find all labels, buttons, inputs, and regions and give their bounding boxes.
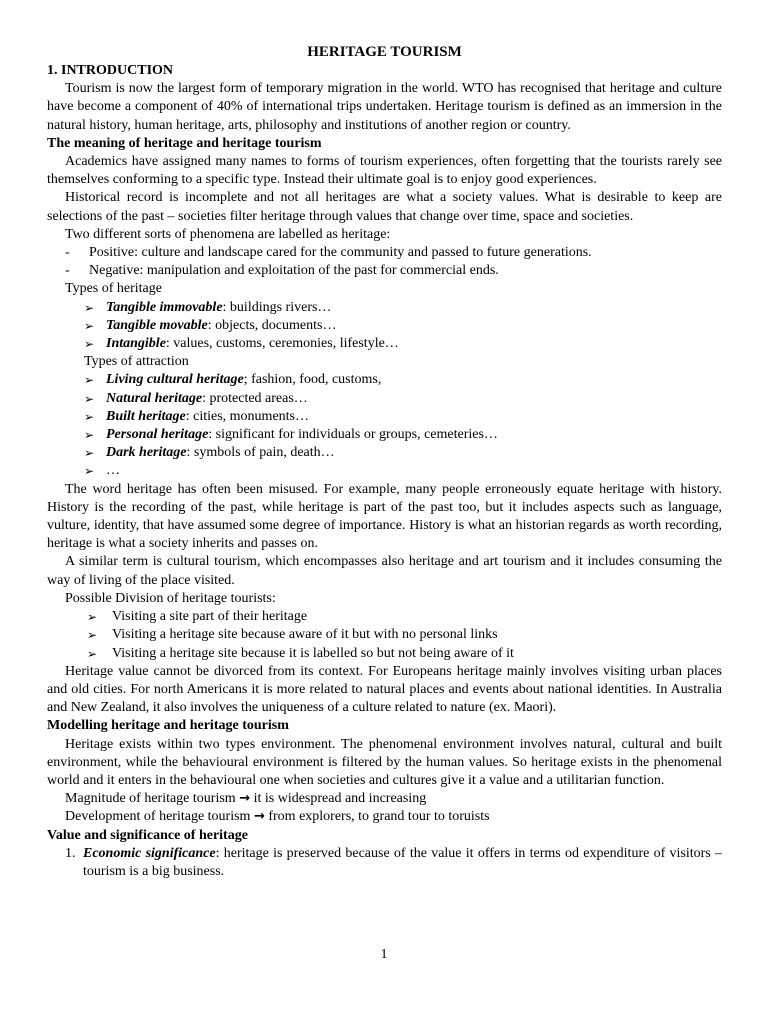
list-number: 1. xyxy=(65,845,76,861)
dash-marker: - xyxy=(65,263,70,279)
right-arrow-icon: → xyxy=(253,809,265,825)
paragraph-intro: Tourism is now the largest form of temporary migration in the world. WTO has recognised that heritage and culture have become a component of 40% of international trips undertaken. Heritage tourism is defined as an immersion in the natural history, human heritage, arts, philosophy and institutions of another region or country. xyxy=(47,81,722,133)
paragraph-word-heritage: The word heritage has often been misused. For example, many people erroneously equate heritage with history. History is the recording of the past, while heritage is part of the past too, but it includes aspects such as language, vulture, identity, that have assumed some degree of importance. History is what an historian regards as worth recording, heritage is what a society inherits and passes on. xyxy=(47,481,722,552)
subheading-value-significance: Value and significance of heritage xyxy=(47,827,248,843)
arrow-bullet-icon: ➢ xyxy=(84,337,95,352)
list-item-tourist-division: ➢ Visiting a site part of their heritage xyxy=(47,608,722,626)
arrow-bullet-icon: ➢ xyxy=(87,610,98,625)
paragraph-environments: Heritage exists within two types environment. The phenomenal environment involves natural, cultural and built environment, while the behavioural environment is filtered by the human values. So heritage exists in the phenomenal world and it enters in the behavioural one when societies and cultures give it a value and a utilitarian function. xyxy=(47,736,722,788)
line-magnitude: Magnitude of heritage tourism → it is widespread and increasing xyxy=(65,791,427,807)
list-item-attraction-type: ➢ Living cultural heritage; fashion, food, customs, xyxy=(47,371,722,389)
right-arrow-icon: → xyxy=(239,791,251,807)
paragraph-two-sorts: Two different sorts of phenomena are labelled as heritage: xyxy=(65,226,391,242)
paragraph-division-label: Possible Division of heritage tourists: xyxy=(65,590,276,606)
arrow-bullet-icon: ➢ xyxy=(84,300,95,315)
subheading-meaning: The meaning of heritage and heritage tourism xyxy=(47,135,322,151)
arrow-bullet-icon: ➢ xyxy=(87,646,98,661)
list-item-heritage-type: ➢ Tangible movable: objects, documents… xyxy=(47,317,722,335)
arrow-bullet-icon: ➢ xyxy=(84,318,95,333)
numbered-item-economic: 1. Economic significance: heritage is preserved because of the value it offers in terms od expenditure of visitors – tourism is a big business. xyxy=(47,845,722,881)
list-item-tourist-division: ➢ Visiting a heritage site because it is labelled so but not being aware of it xyxy=(47,645,722,663)
page-title: HERITAGE TOURISM xyxy=(307,44,462,60)
arrow-bullet-icon: ➢ xyxy=(84,428,95,443)
arrow-bullet-icon: ➢ xyxy=(87,628,98,643)
list-item-tourist-division: ➢ Visiting a heritage site because aware of it but with no personal links xyxy=(47,626,722,644)
paragraph-heritage-value: Heritage value cannot be divorced from its context. For Europeans heritage mainly involves visiting urban places and old cities. For north Americans it is more related to natural places and events about national identities. In Australia and New Zealand, it also involves the uniqueness of a culture related to nature (ex. Maori). xyxy=(47,663,722,716)
dash-item-negative: - Negative: manipulation and exploitation of the past for commercial ends. xyxy=(47,262,722,280)
list-item-attraction-type: ➢ … xyxy=(47,462,722,480)
section-heading-introduction: 1. INTRODUCTION xyxy=(47,63,174,78)
arrow-bullet-icon: ➢ xyxy=(84,391,95,406)
list-item-attraction-type: ➢ Natural heritage: protected areas… xyxy=(47,390,722,408)
arrow-bullet-icon: ➢ xyxy=(84,409,95,424)
dash-marker: - xyxy=(65,245,70,261)
list-item-heritage-type: ➢ Intangible: values, customs, ceremonies, lifestyle… xyxy=(47,335,722,353)
types-of-attraction-label: Types of attraction xyxy=(84,354,189,370)
paragraph-academics: Academics have assigned many names to forms of tourism experiences, often forgetting that the tourists rarely see themselves conforming to a specific type. Instead their ultimate goal is to enjoy good experiences. xyxy=(47,154,722,188)
page-number: 1 xyxy=(380,947,388,962)
list-item-attraction-type: ➢ Built heritage: cities, monuments… xyxy=(47,408,722,426)
arrow-bullet-icon: ➢ xyxy=(84,446,95,461)
arrow-bullet-icon: ➢ xyxy=(84,464,95,479)
types-of-heritage-label: Types of heritage xyxy=(65,281,162,297)
arrow-bullet-icon: ➢ xyxy=(84,373,95,388)
dash-item-positive: - Positive: culture and landscape cared for the community and passed to future generations. xyxy=(47,244,722,262)
line-development: Development of heritage tourism → from explorers, to grand tour to toruists xyxy=(65,809,490,825)
list-item-heritage-type: ➢ Tangible immovable: buildings rivers… xyxy=(47,299,722,317)
subheading-modelling: Modelling heritage and heritage tourism xyxy=(47,718,289,734)
paragraph-historical-record: Historical record is incomplete and not all heritages are what a society values. What is desirable to keep are selections of the past – societies filter heritage through values that change over time, space and societies. xyxy=(47,190,722,224)
list-item-attraction-type: ➢ Personal heritage: significant for individuals or groups, cemeteries… xyxy=(47,426,722,444)
list-item-attraction-type: ➢ Dark heritage: symbols of pain, death… xyxy=(47,444,722,462)
paragraph-cultural-tourism: A similar term is cultural tourism, which encompasses also heritage and art tourism and it includes consuming the way of living of the place visited. xyxy=(47,554,722,588)
